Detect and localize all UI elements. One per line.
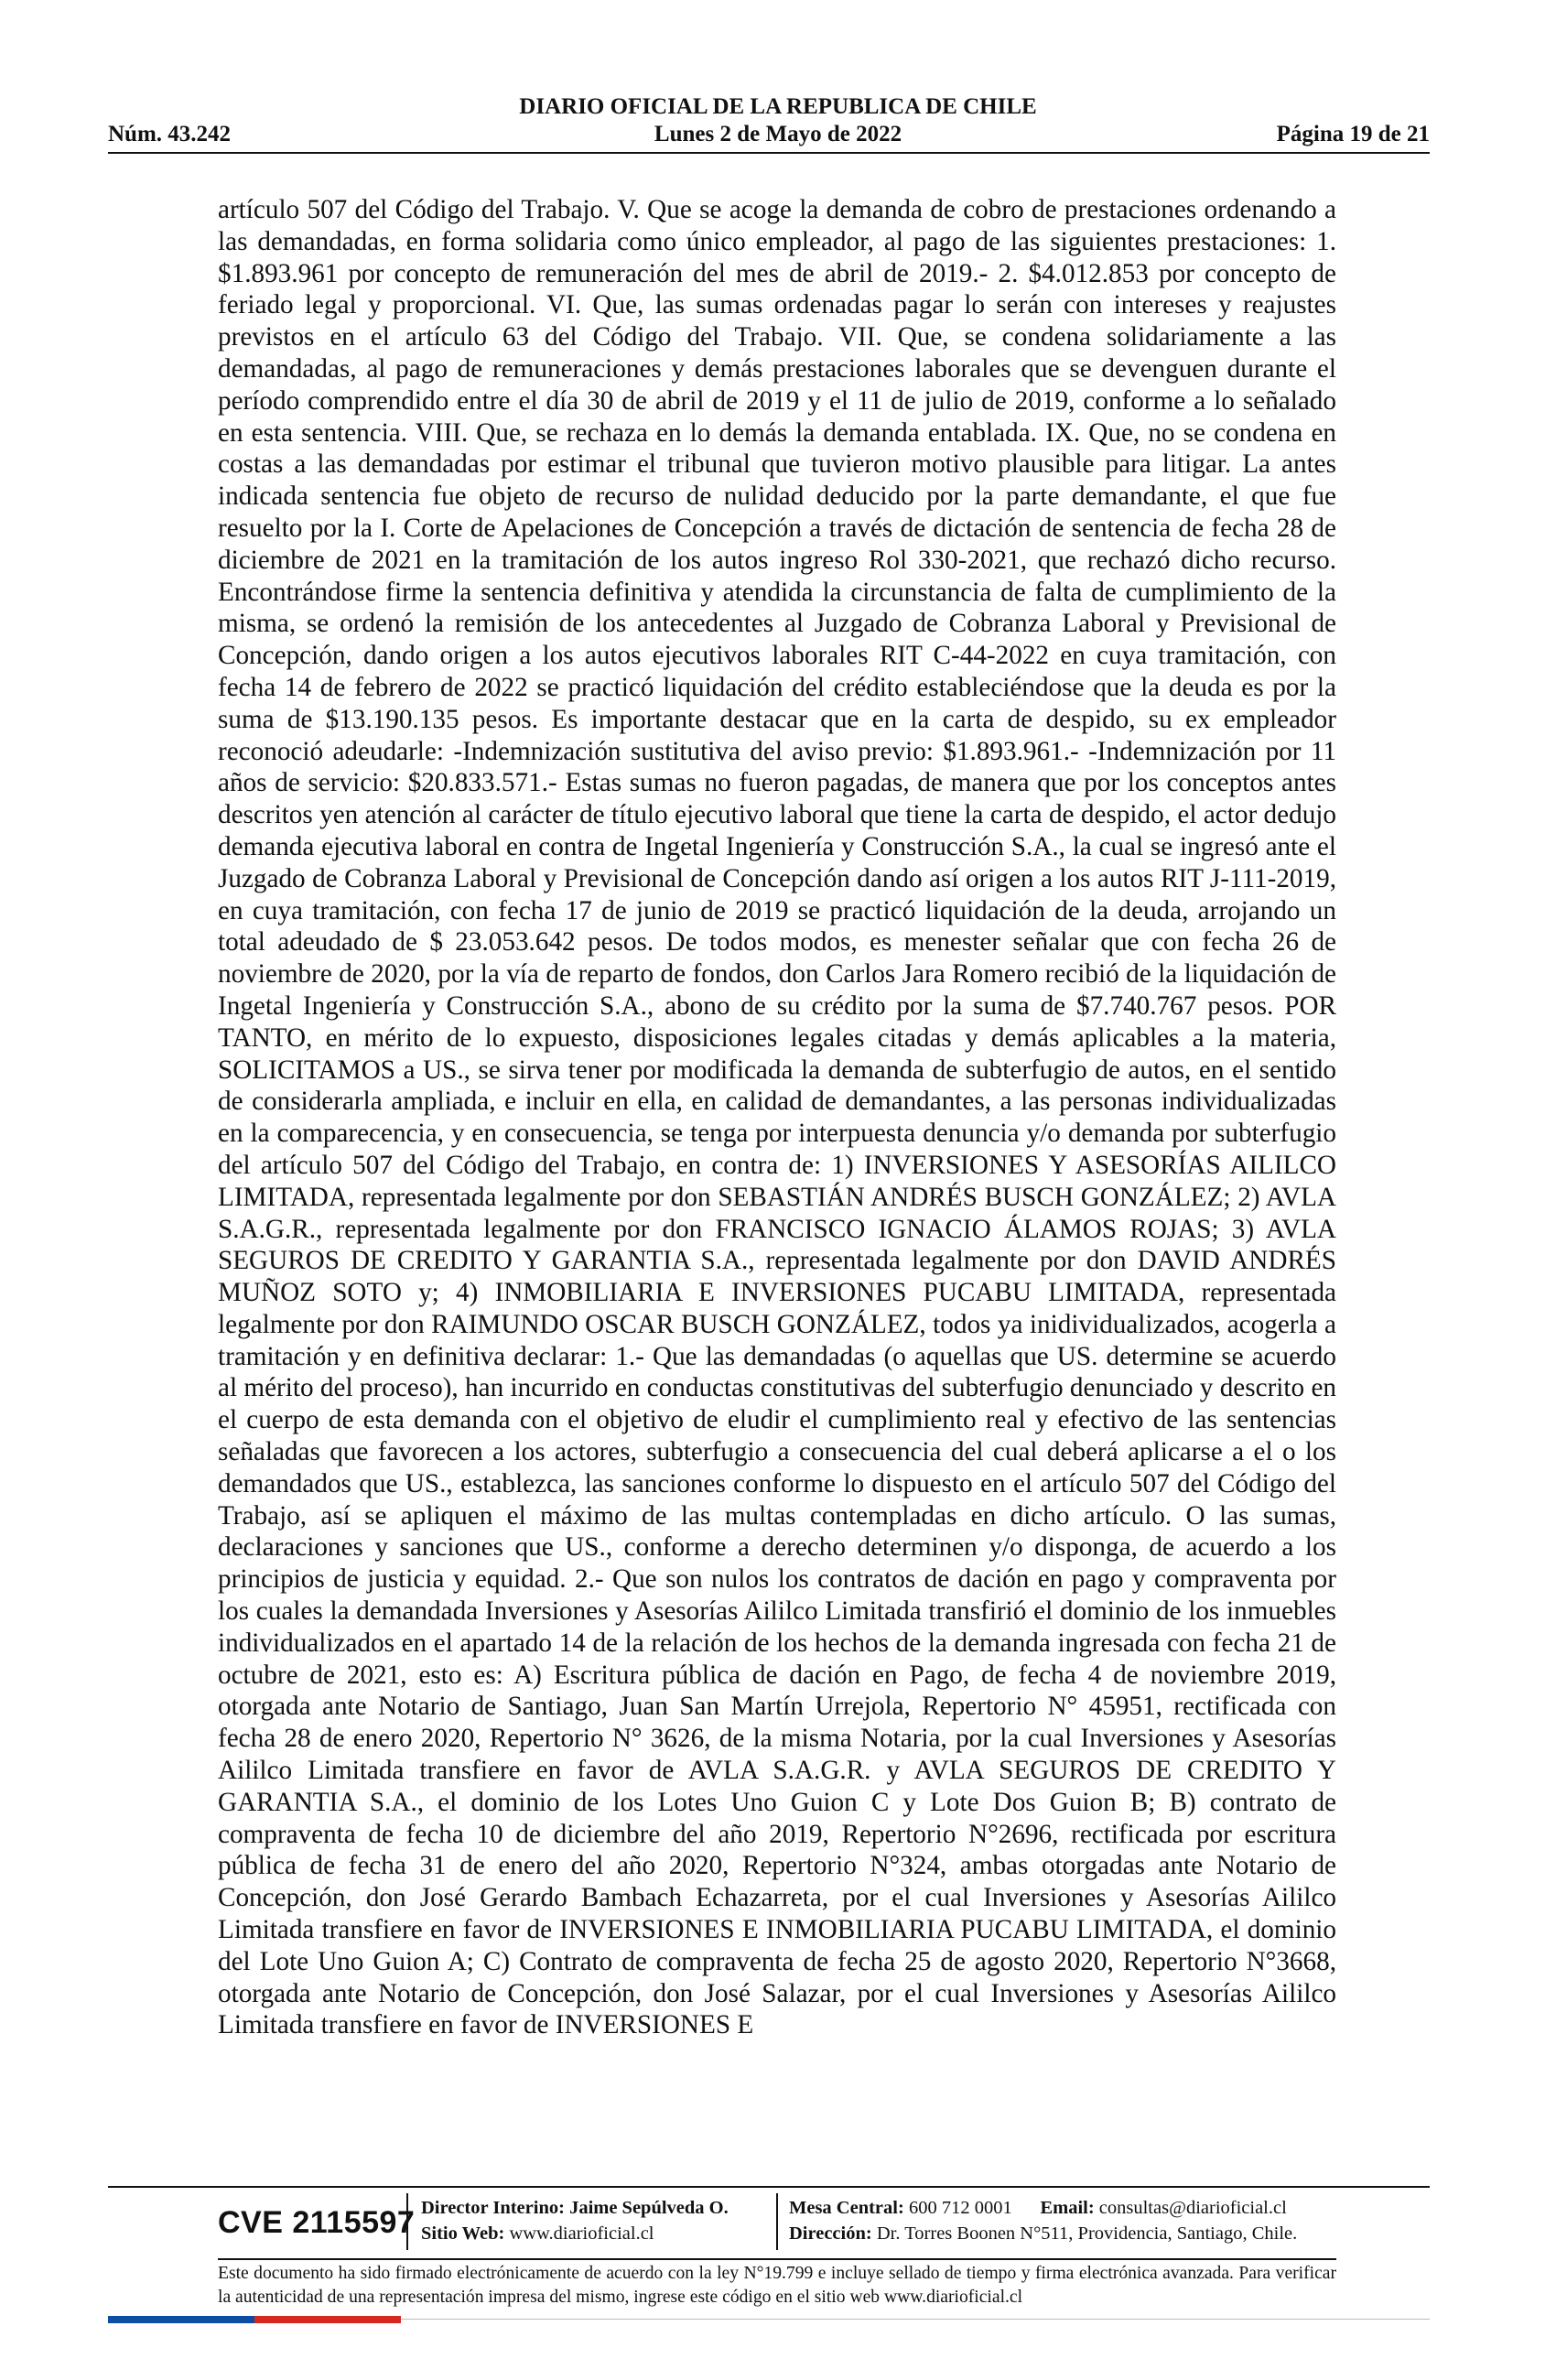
footer-separator bbox=[406, 2193, 408, 2250]
director-label: Director Interino: bbox=[421, 2198, 565, 2218]
contact-line bbox=[789, 2195, 1297, 2221]
issue-date: Lunes 2 de Mayo de 2022 bbox=[654, 122, 902, 146]
director-value: Jaime Sepúlveda O. bbox=[569, 2198, 729, 2218]
footer-contact-block bbox=[789, 2195, 1297, 2246]
flag-blue-segment bbox=[108, 2316, 254, 2323]
address-value: Dr. Torres Boonen N°511, Providencia, Santiago, Chile. bbox=[876, 2223, 1298, 2244]
page-number: Página 19 de 21 bbox=[1276, 122, 1430, 146]
footer-divider bbox=[108, 2186, 1430, 2188]
mesa-value: 600 712 0001 bbox=[908, 2198, 1012, 2218]
signature-notice: Este documento ha sido firmado electrónicamente de acuerdo con la ley N°19.799 e incluye sellado de tiempo y firma electrónica avanzada. Para verificar la autenticidad de una representación impresa del mismo, ingrese este código en el sitio web www.diarioficial.cl bbox=[218, 2264, 1336, 2307]
website-line bbox=[421, 2221, 729, 2246]
mesa-label: Mesa Central: bbox=[789, 2198, 904, 2218]
cve-code: CVE 2115597 bbox=[218, 2205, 416, 2240]
publication-title: DIARIO OFICIAL DE LA REPUBLICA DE CHILE bbox=[519, 94, 1037, 119]
footer-director-block bbox=[421, 2195, 729, 2246]
website-link[interactable]: www.diarioficial.cl bbox=[509, 2223, 654, 2244]
issue-number: Núm. 43.242 bbox=[108, 122, 232, 146]
email-label: Email: bbox=[1040, 2198, 1095, 2218]
website-label: Sitio Web: bbox=[421, 2223, 505, 2244]
director-line bbox=[421, 2195, 729, 2221]
address-line bbox=[789, 2221, 1297, 2246]
flag-color-bar bbox=[108, 2316, 401, 2323]
flag-red-segment bbox=[254, 2316, 401, 2323]
email-link[interactable]: consultas@diarioficial.cl bbox=[1098, 2198, 1287, 2218]
body-paragraph: artículo 507 del Código del Trabajo. V. Que se acoge la demanda de cobro de prestaciones ordenando a las demandadas, en forma solidaria como único empleador, al pago de las siguientes prestaciones: 1. $1.893.961 por concepto de remuneración del mes de abril de 2019.- 2. $4.012.853 por concepto de feriado legal y proporcional. VI. Que, las sumas ordenadas pagar lo serán con intereses y reajustes previstos en el artículo 63 del Código del Trabajo. VII. Que, se condena solidariamente a las demandadas, al pago de remuneraciones y demás prestaciones laborales que se devenguen durante el período comprendido entre el día 30 de abril de 2019 y el 11 de julio de 2019, conforme a lo señalado en esta sentencia. VIII. Que, se rechaza en lo demás la demanda entablada. IX. Que, no se condena en costas a las demandadas por estimar el tribunal que tuvieron motivo plausible para litigar. La antes indicada sentencia fue objeto de recurso de nulidad deducido por la parte demandante, el que fue resuelto por la I. Corte de Apelaciones de Concepción a través de dictación de sentencia de fecha 28 de diciembre de 2021 en la tramitación de los autos ingreso Rol 330-2021, que rechazó dicho recurso. Encontrándose firme la sentencia definitiva y atendida la circunstancia de falta de cumplimiento de la misma, se ordenó la remisión de los antecedentes al Juzgado de Cobranza Laboral y Previsional de Concepción, dando origen a los autos ejecutivos laborales RIT C-44-2022 en cuya tramitación, con fecha 14 de febrero de 2022 se practicó liquidación del crédito estableciéndose que la deuda es por la suma de $13.190.135 pesos. Es importante destacar que en la carta de despido, su ex empleador reconoció adeudarle: -Indemnización sustitutiva del aviso previo: $1.893.961.- -Indemnización por 11 años de servicio: $20.833.571.- Estas sumas no fueron pagadas, de manera que por los conceptos antes descritos yen atención al carácter de título ejecutivo laboral que tiene la carta de despido, el actor dedujo demanda ejecutiva laboral en contra de Ingetal Ingeniería y Construcción S.A., la cual se ingresó ante el Juzgado de Cobranza Laboral y Previsional de Concepción dando así origen a los autos RIT J-111-2019, en cuya tramitación, con fecha 17 de junio de 2019 se practicó liquidación de la deuda, arrojando un total adeudado de $ 23.053.642 pesos. De todos modos, es menester señalar que con fecha 26 de noviembre de 2020, por la vía de reparto de fondos, don Carlos Jara Romero recibió de la liquidación de Ingetal Ingeniería y Construcción S.A., abono de su crédito por la suma de $7.740.767 pesos. POR TANTO, en mérito de lo expuesto, disposiciones legales citadas y demás aplicables a la materia, SOLICITAMOS a US., se sirva tener por modificada la demanda de subterfugio de autos, en el sentido de considerarla ampliada, e incluir en ella, en calidad de demandantes, a las personas individualizadas en la comparecencia, y en consecuencia, se tenga por interpuesta denuncia y/o demanda por subterfugio del artículo 507 del Código del Trabajo, en contra de: 1) INVERSIONES Y ASESORÍAS AILILCO LIMITADA, representada legalmente por don SEBASTIÁN ANDRÉS BUSCH GONZÁLEZ; 2) AVLA S.A.G.R., representada legalmente por don FRANCISCO IGNACIO ÁLAMOS ROJAS; 3) AVLA SEGUROS DE CREDITO Y GARANTIA S.A., representada legalmente por don DAVID ANDRÉS MUÑOZ SOTO y; 4) INMOBILIARIA E INVERSIONES PUCABU LIMITADA, representada legalmente por don RAIMUNDO OSCAR BUSCH GONZÁLEZ, todos ya inidividualizados, acogerla a tramitación y en definitiva declarar: 1.- Que las demandadas (o aquellas que US. determine se acuerdo al mérito del proceso), han incurrido en conductas constitutivas del subterfugio denunciado y descrito en el cuerpo de esta demanda con el objetivo de eludir el cumplimiento real y efectivo de las sentencias señaladas que favorecen a los actores, subterfugio a consecuencia del cual deberá aplicarse a el o los demandados que US., establezca, las sanciones conforme lo dispuesto en el artículo 507 del Código del Trabajo, así se apliquen el máximo de las multas contempladas en dicho artículo. O las sumas, declaraciones y sanciones que US., conforme a derecho determinen y/o disponga, de acuerdo a los principios de justicia y equidad. 2.- Que son nulos los contratos de dación en pago y compraventa por los cuales la demandada Inversiones y Asesorías Aililco Limitada transfirió el dominio de los inmuebles individualizados en el apartado 14 de la relación de los hechos de la demanda ingresada con fecha 21 de octubre de 2021, esto es: A) Escritura pública de dación en Pago, de fecha 4 de noviembre 2019, otorgada ante Notario de Santiago, Juan San Martín Urrejola, Repertorio N° 45951, rectificada con fecha 28 de enero 2020, Repertorio N° 3626, de la misma Notaria, por la cual Inversiones y Asesorías Aililco Limitada transfiere en favor de AVLA S.A.G.R. y AVLA SEGUROS DE CREDITO Y GARANTIA S.A., el dominio de los Lotes Uno Guion C y Lote Dos Guion B; B) contrato de compraventa de fecha 10 de diciembre del año 2019, Repertorio N°2696, rectificada por escritura pública de fecha 31 de enero del año 2020, Repertorio N°324, ambas otorgadas ante Notario de Concepción, don José Gerardo Bambach Echazarreta, por el cual Inversiones y Asesorías Aililco Limitada transfiere en favor de INVERSIONES E INMOBILIARIA PUCABU LIMITADA, el dominio del Lote Uno Guion A; C) Contrato de compraventa de fecha 25 de agosto 2020, Repertorio N°3668, otorgada ante Notario de Concepción, don José Salazar, por el cual Inversiones y Asesorías Aililco Limitada transfiere en favor de INVERSIONES E bbox=[218, 195, 1336, 2040]
notice-divider bbox=[218, 2258, 1336, 2260]
bottom-rule bbox=[401, 2319, 1430, 2320]
header-divider bbox=[108, 152, 1430, 154]
footer-separator bbox=[776, 2193, 778, 2250]
address-label: Dirección: bbox=[789, 2223, 872, 2244]
